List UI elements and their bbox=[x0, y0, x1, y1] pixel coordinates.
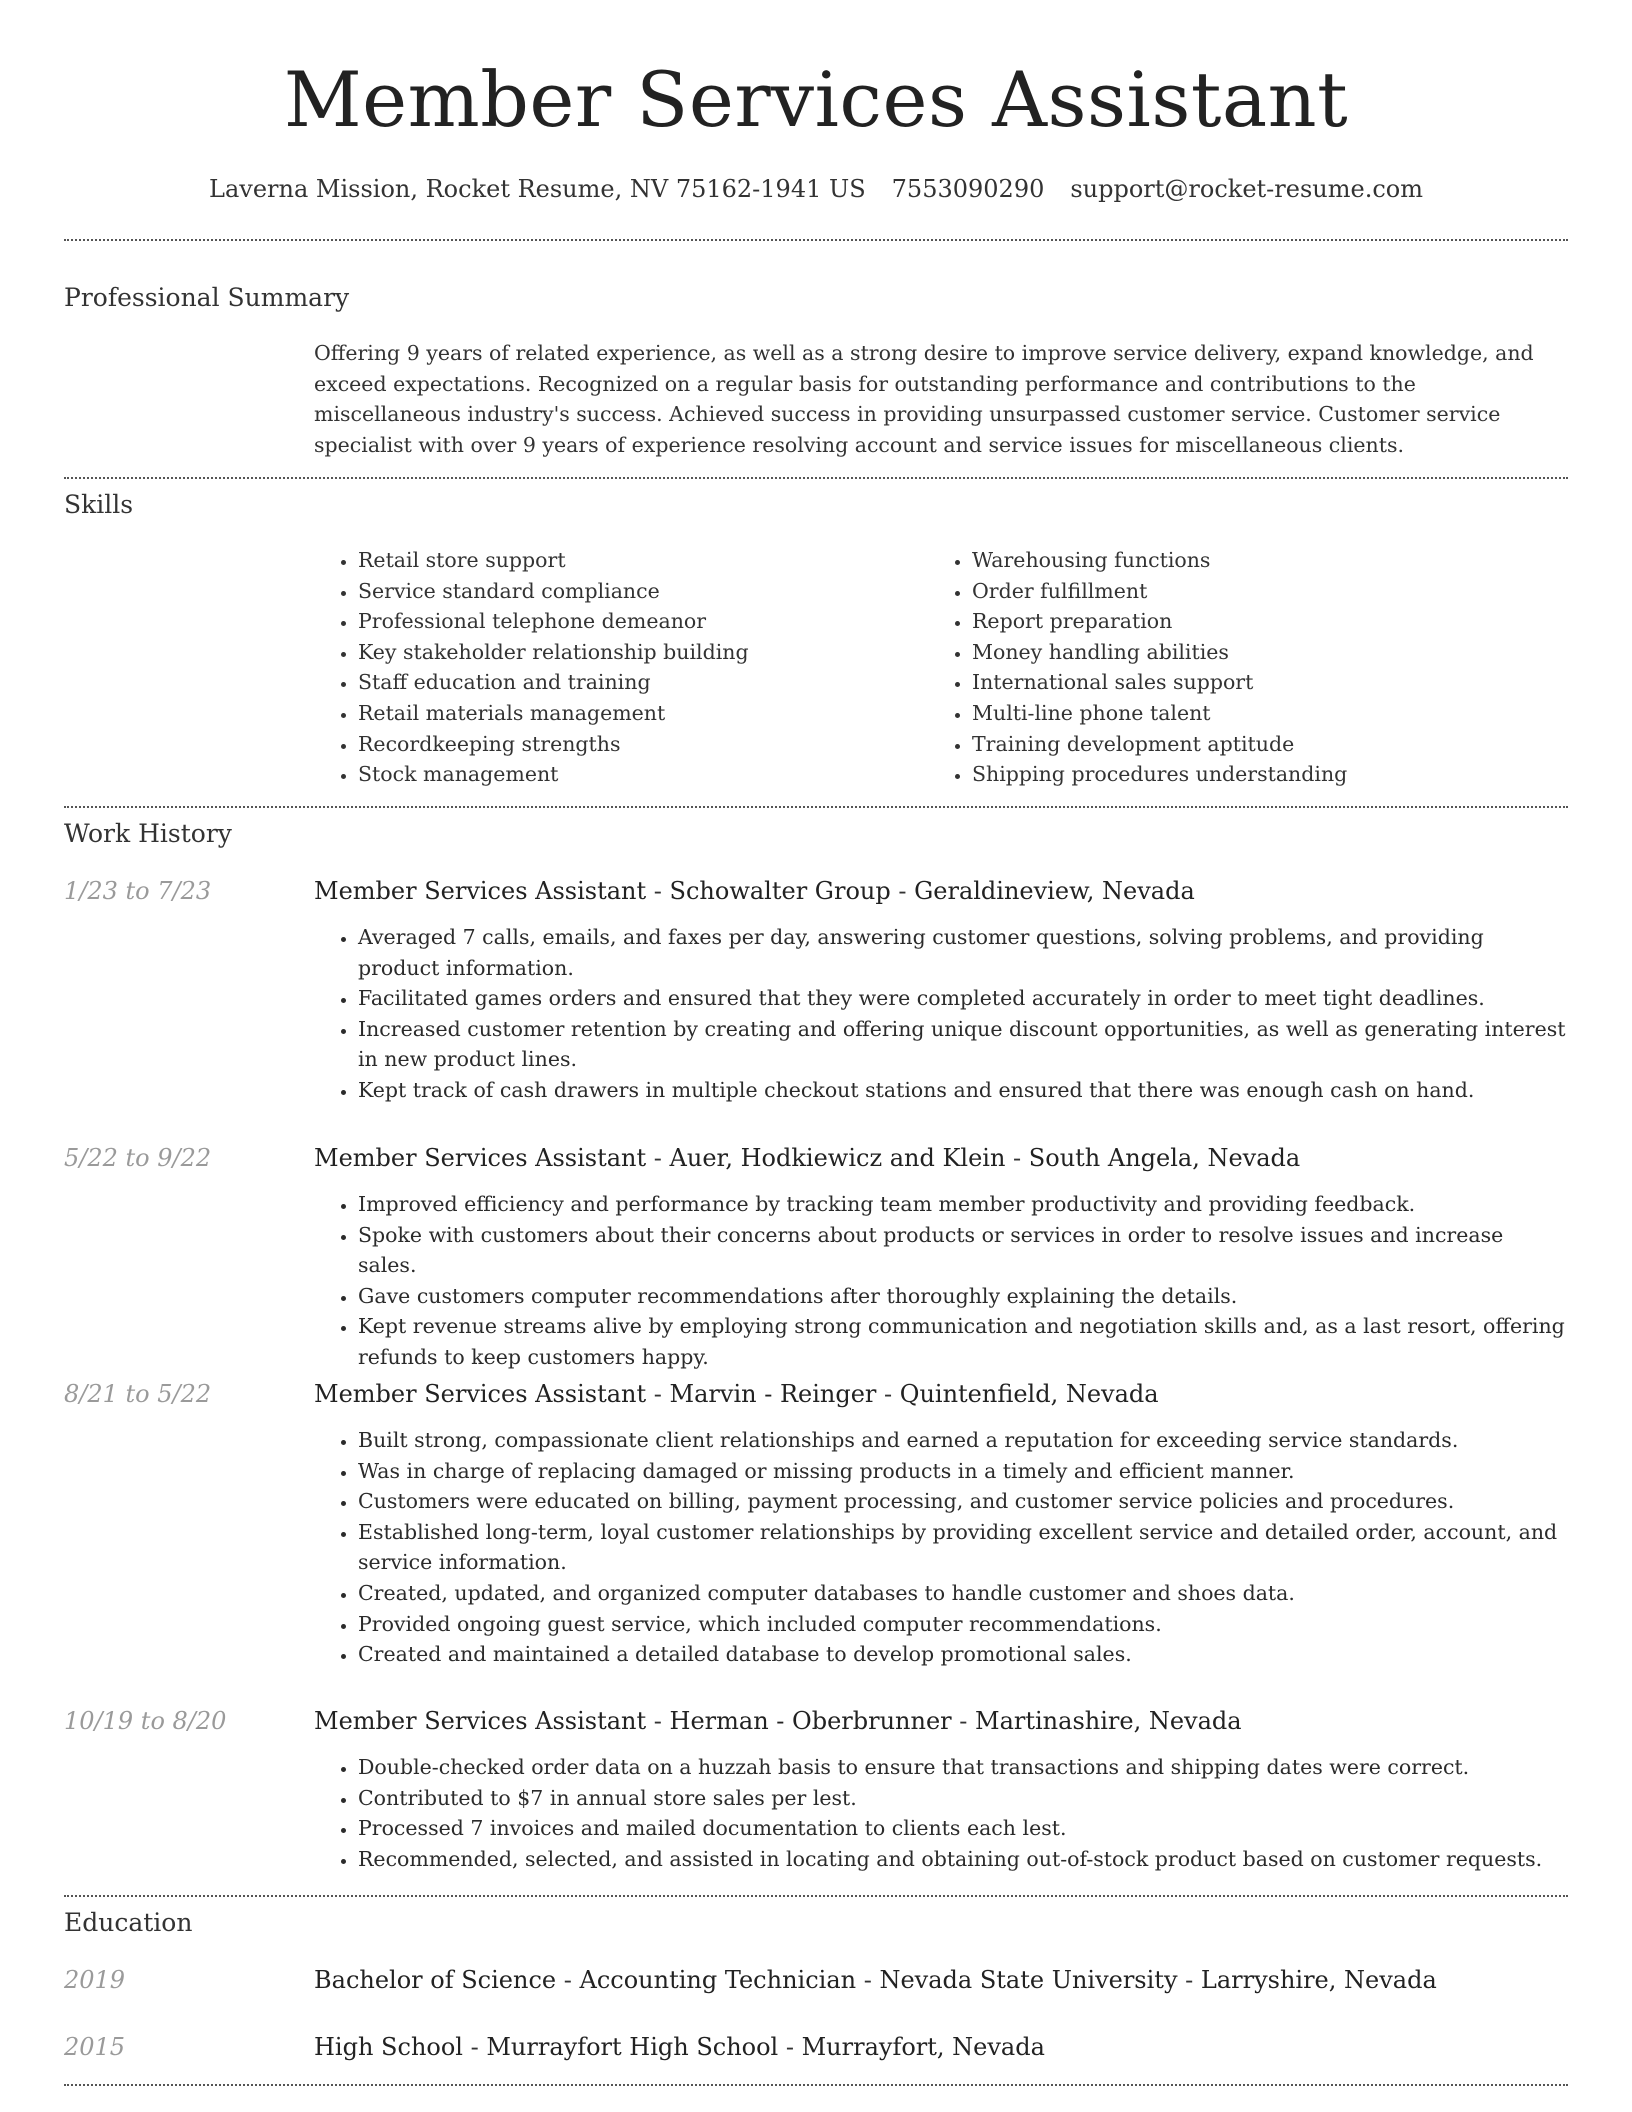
job-title bbox=[314, 1705, 1242, 1737]
responsibility-item: • Kept track of cash drawers in multiple checkout stations and ensured that there was enough cash on hand. bbox=[358, 1075, 1568, 1106]
separator: - bbox=[890, 877, 915, 905]
skill-item: • Shipping procedures understanding bbox=[972, 759, 1528, 790]
phone: 7553090290 bbox=[891, 175, 1045, 203]
candidate-name: Member Services Assistant bbox=[283, 55, 1349, 144]
job-position: Member Services Assistant bbox=[314, 1144, 647, 1172]
responsibility-item: • Double-checked order data on a huzzah basis to ensure that transactions and shipping dates were correct. bbox=[358, 1752, 1568, 1783]
section-title-skills: Skills bbox=[64, 490, 134, 519]
separator: - bbox=[556, 1966, 580, 1994]
responsibility-item: • Contributed to $7 in annual store sales per lest. bbox=[358, 1783, 1568, 1814]
responsibility-item: • Increased customer retention by creating and offering unique discount opportunities, as well as generating interest in new product lines. bbox=[358, 1014, 1568, 1075]
responsibility-item: • Averaged 7 calls, emails, and faxes per day, answering customer questions, solving problems, and providing product information. bbox=[358, 922, 1568, 983]
education-entry bbox=[314, 1964, 1437, 1996]
section-title-work-history: Work History bbox=[64, 819, 232, 848]
responsibility-item: • Was in charge of replacing damaged or missing products in a timely and efficient manner. bbox=[358, 1456, 1568, 1487]
education-year: 2019 bbox=[64, 1966, 126, 1994]
skill-item: • Multi-line phone talent bbox=[972, 698, 1528, 729]
job-title bbox=[314, 1378, 1159, 1410]
responsibility-item: • Recommended, selected, and assisted in locating and obtaining out-of-stock product based on customer requests. bbox=[358, 1844, 1568, 1875]
job-responsibilities bbox=[314, 1752, 1568, 1874]
divider bbox=[64, 239, 1568, 241]
education-school: Murrayfort High School bbox=[486, 2033, 779, 2061]
education-year: 2015 bbox=[64, 2033, 126, 2061]
separator: - bbox=[1005, 1144, 1029, 1172]
responsibility-item: • Improved efficiency and performance by tracking team member productivity and providing feedback. bbox=[358, 1189, 1568, 1220]
divider bbox=[64, 1895, 1568, 1897]
skill-item: • Recordkeeping strengths bbox=[358, 729, 914, 760]
skill-item: • Report preparation bbox=[972, 606, 1528, 637]
separator: - bbox=[646, 877, 670, 905]
separator: - bbox=[462, 2033, 487, 2061]
separator: - bbox=[876, 1380, 900, 1408]
responsibility-item: • Spoke with customers about their concerns about products or services in order to resolve issues and increase sales. bbox=[358, 1220, 1568, 1281]
job-location: South Angela, Nevada bbox=[1028, 1144, 1301, 1172]
job-dates: 8/21 to 5/22 bbox=[64, 1380, 212, 1408]
skills-list bbox=[314, 545, 1568, 795]
job-company: Auer, Hodkiewicz and Klein bbox=[669, 1144, 1006, 1172]
skill-item: • Service standard compliance bbox=[358, 576, 914, 607]
education-school: Nevada State University bbox=[879, 1966, 1178, 1994]
job-position: Member Services Assistant bbox=[314, 1380, 647, 1408]
skill-item: • Order fulfillment bbox=[972, 576, 1528, 607]
separator: - bbox=[951, 1707, 975, 1735]
section-title-education: Education bbox=[64, 1908, 193, 1937]
education-location: Larryshire, Nevada bbox=[1200, 1966, 1437, 1994]
job-dates: 5/22 to 9/22 bbox=[64, 1144, 212, 1172]
job-company: Herman - Oberbrunner bbox=[669, 1707, 952, 1735]
divider bbox=[64, 2084, 1568, 2086]
responsibility-item: • Provided ongoing guest service, which included computer recommendations. bbox=[358, 1609, 1568, 1640]
skill-item: • Stock management bbox=[358, 759, 914, 790]
education-location: Murrayfort, Nevada bbox=[801, 2033, 1045, 2061]
responsibility-item: • Established long-term, loyal customer relationships by providing excellent service and detailed order, account, and service information. bbox=[358, 1517, 1568, 1578]
education-degree: Bachelor of Science bbox=[314, 1966, 557, 1994]
job-responsibilities bbox=[314, 1189, 1568, 1373]
job-location: Martinashire, Nevada bbox=[975, 1707, 1242, 1735]
divider bbox=[64, 477, 1568, 479]
skills-column-left bbox=[314, 545, 914, 790]
skill-item: • Warehousing functions bbox=[972, 545, 1528, 576]
separator: - bbox=[778, 2033, 802, 2061]
responsibility-item: • Customers were educated on billing, payment processing, and customer service policies and procedures. bbox=[358, 1486, 1568, 1517]
summary-text: Offering 9 years of related experience, as well as a strong desire to improve service delivery, expand knowledge, and exceed expectations. Recognized on a regular basis for outstanding performance and contributions to the miscellaneous industry's success. Achieved success in providing unsurpassed customer service. Customer service specialist with over 9 years of experience resolving account and service issues for miscellaneous clients. bbox=[314, 341, 1534, 457]
responsibility-item: • Created, updated, and organized computer databases to handle customer and shoes data. bbox=[358, 1578, 1568, 1609]
job-title bbox=[314, 875, 1195, 907]
separator: - bbox=[646, 1144, 670, 1172]
job-responsibilities bbox=[314, 922, 1568, 1106]
job-position: Member Services Assistant bbox=[314, 1707, 647, 1735]
separator: - bbox=[646, 1380, 670, 1408]
job-company: Marvin - Reinger bbox=[669, 1380, 877, 1408]
responsibility-item: • Facilitated games orders and ensured that they were completed accurately in order to meet tight deadlines. bbox=[358, 983, 1568, 1014]
job-position: Member Services Assistant bbox=[314, 877, 647, 905]
contact-info bbox=[64, 172, 1568, 206]
job-location: Quintenfield, Nevada bbox=[899, 1380, 1159, 1408]
job-responsibilities bbox=[314, 1425, 1568, 1670]
separator: - bbox=[856, 1966, 880, 1994]
skill-item: • Retail store support bbox=[358, 545, 914, 576]
job-company: Schowalter Group bbox=[669, 877, 891, 905]
skill-item: • Money handling abilities bbox=[972, 637, 1528, 668]
divider bbox=[64, 806, 1568, 808]
skills-column-right bbox=[928, 545, 1528, 790]
separator: - bbox=[1177, 1966, 1201, 1994]
separator: - bbox=[646, 1707, 670, 1735]
responsibility-item: • Kept revenue streams alive by employing strong communication and negotiation skills and, as a last resort, offering refunds to keep customers happy. bbox=[358, 1311, 1568, 1372]
education-entry bbox=[314, 2031, 1045, 2063]
skill-item: • Key stakeholder relationship building bbox=[358, 637, 914, 668]
job-location: Geraldineview, Nevada bbox=[914, 877, 1195, 905]
skill-item: • Training development aptitude bbox=[972, 729, 1528, 760]
skill-item: • Staff education and training bbox=[358, 667, 914, 698]
responsibility-item: • Created and maintained a detailed database to develop promotional sales. bbox=[358, 1639, 1568, 1670]
skill-item: • Retail materials management bbox=[358, 698, 914, 729]
job-dates: 10/19 to 8/20 bbox=[64, 1707, 227, 1735]
email: support@rocket-resume.com bbox=[1070, 175, 1423, 203]
responsibility-item: • Built strong, compassionate client relationships and earned a reputation for exceeding service standards. bbox=[358, 1425, 1568, 1456]
responsibility-item: • Processed 7 invoices and mailed documentation to clients each lest. bbox=[358, 1813, 1568, 1844]
skill-item: • International sales support bbox=[972, 667, 1528, 698]
skill-item: • Professional telephone demeanor bbox=[358, 606, 914, 637]
job-title bbox=[314, 1142, 1300, 1174]
responsibility-item: • Gave customers computer recommendations after thoroughly explaining the details. bbox=[358, 1281, 1568, 1312]
address: Laverna Mission, Rocket Resume, NV 75162-1941 US bbox=[209, 175, 866, 203]
education-field: Accounting Technician bbox=[579, 1966, 857, 1994]
education-degree: High School bbox=[314, 2033, 463, 2061]
job-dates: 1/23 to 7/23 bbox=[64, 877, 212, 905]
section-title-summary: Professional Summary bbox=[64, 283, 350, 312]
